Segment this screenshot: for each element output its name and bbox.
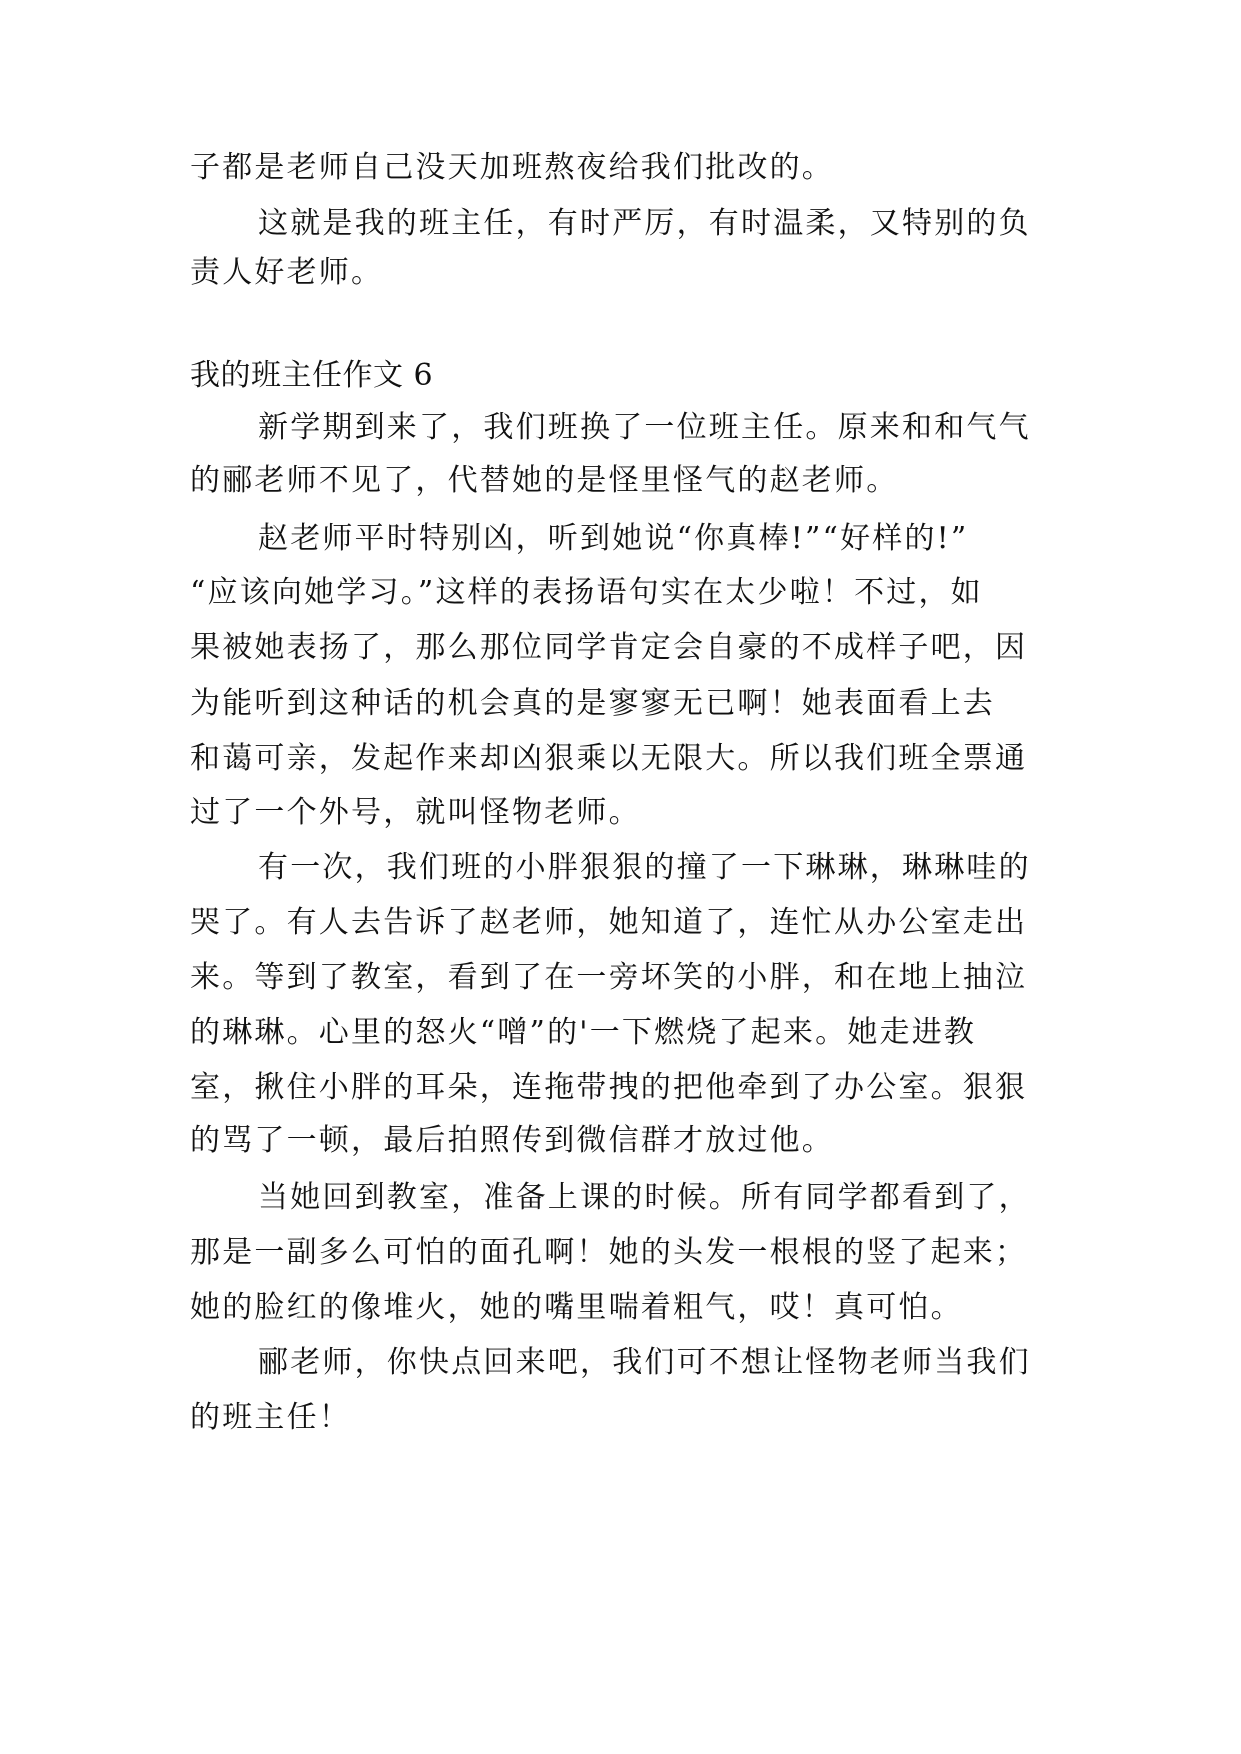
text-line: 有一次，我们班的小胖狠狠的撞了一下琳琳，琳琳哇的 <box>258 850 1031 885</box>
section-heading: 我的班主任作文 6 <box>190 358 434 393</box>
text-line: 赵老师平时特别凶，听到她说“你真棒!”“好样的!” <box>258 521 969 556</box>
text-line: 当她回到教室，准备上课的时候。所有同学都看到了， <box>258 1180 1031 1215</box>
text-line: 那是一副多么可怕的面孔啊！她的头发一根根的竖了起来； <box>190 1235 1028 1270</box>
text-line: 新学期到来了，我们班换了一位班主任。原来和和气气 <box>258 410 1031 445</box>
text-line: 责人好老师。 <box>190 255 384 290</box>
text-line: 过了一个外号，就叫怪物老师。 <box>190 795 641 830</box>
text-line: 郦老师，你快点回来吧，我们可不想让怪物老师当我们 <box>258 1345 1031 1380</box>
text-line: 的骂了一顿，最后拍照传到微信群才放过他。 <box>190 1123 834 1158</box>
text-line: 来。等到了教室，看到了在一旁坏笑的小胖，和在地上抽泣 <box>190 960 1028 995</box>
text-line: 的郦老师不见了，代替她的是怪里怪气的赵老师。 <box>190 463 899 498</box>
text-line: 和蔼可亲，发起作来却凶狠乘以无限大。所以我们班全票通 <box>190 741 1028 776</box>
text-line: “应该向她学习。”这样的表扬语句实在太少啦！不过，如 <box>190 575 983 610</box>
text-line: 哭了。有人去告诉了赵老师，她知道了，连忙从办公室走出 <box>190 905 1028 940</box>
text-line: 室，揪住小胖的耳朵，连拖带拽的把他牵到了办公室。狠狠 <box>190 1070 1028 1105</box>
text-line: 的班主任！ <box>190 1400 351 1435</box>
text-line: 果被她表扬了，那么那位同学肯定会自豪的不成样子吧，因 <box>190 630 1028 665</box>
text-line: 子都是老师自己没天加班熬夜给我们批改的。 <box>190 150 834 185</box>
text-line: 她的脸红的像堆火，她的嘴里喘着粗气，哎！真可怕。 <box>190 1290 963 1325</box>
text-line: 这就是我的班主任，有时严厉，有时温柔，又特别的负 <box>258 206 1031 241</box>
text-line: 为能听到这种话的机会真的是寥寥无已啊！她表面看上去 <box>190 686 995 721</box>
text-line: 的琳琳。心里的怒火“噌”的'一下燃烧了起来。她走进教 <box>190 1015 977 1050</box>
